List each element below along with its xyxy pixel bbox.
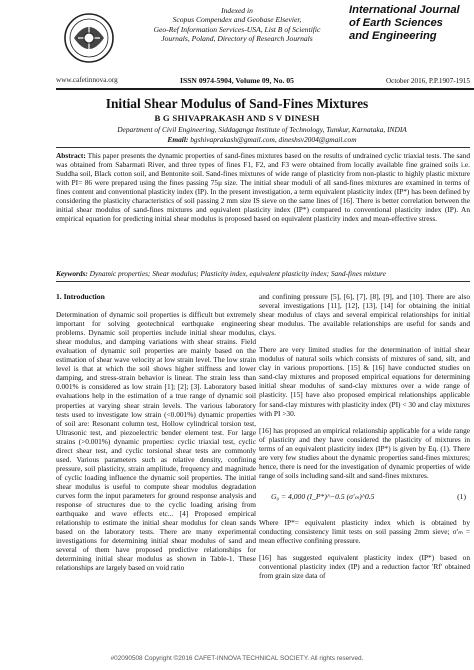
keywords-label: Keywords:	[56, 269, 88, 278]
copyright-footer: #02090508 Copyright ©2016 CAFET-INNOVA TECHNICAL SOCIETY. All rights reserved.	[110, 655, 364, 662]
left-column	[56, 292, 256, 580]
equation: G₀ = 4,000 (I_P*)^−0.5 (σ′ₘ)^0.5	[271, 491, 375, 501]
body-paragraph: [16] has proposed an empirical relationship applicable for a wide range of plasticity and they have considered the plasticity of mixtures in terms of an equivalent plasticity index (IP*) is given by Eq. (1). There are very few studies about the dynamic properties sand-fines mixtures; hence, there is need for the investigation of dynamic properties of wide range of soils including sand-silt and sand-fines mixtures.	[259, 425, 470, 480]
indexing-line: Indexed in	[221, 6, 253, 15]
journal-title-line: of Earth Sciences	[349, 17, 443, 29]
right-column	[259, 292, 470, 588]
keywords-block	[56, 269, 470, 278]
journal-header	[0, 0, 474, 96]
keywords-bottom-divider	[56, 281, 470, 282]
equation-number: (1)	[457, 491, 466, 501]
email-addresses: bgshivaprakash@gmail.com, dineshsv2004@gmail.com	[190, 135, 357, 144]
indexing-line: Geo-Ref Information Services-USA, List B of Scientific	[153, 24, 321, 34]
equation-block	[259, 488, 470, 510]
journal-title-line: and Engineering	[349, 30, 437, 42]
issue-date: October 2016, P.P.1907-1915	[385, 77, 470, 85]
introduction-paragraph: Determination of dynamic soil properties is difficult but extremely important for solving geotechnical earthquake engineering problems. Dynamic soil properties include initial shear modulus, shear modulus, and damping variations with shear strains. Field evaluation of dynamic soil properties are mainly based on the estimation of shear wave velocity at low strain level. The low strain level is that at which the soil shows higher stiffness and lower damping, and stress-strain behavior is linear. The strain less than 0.001% is considered as low strain [1]; [2]; [3]. Laboratory based evaluations help in the estimation of a true range of dynamic soil properties at varying shear strain levels. The various laboratory tests used to investigate low strain (<0.001%) dynamic properties of soil are: Resonant column test, Hollow cylindrical torsion test, Ultrasonic test, and piezoelectric bender element test. For large strains (>0.001%) dynamic properties: cyclic triaxial test, cyclic direct shear test, and cyclic torsional shear tests are commonly used. Various parameters such as relative density, confining pressure, soil plasticity, strain amplitude, frequency and magnitude of cyclic loading influence the dynamic soil properties. The initial shear modulus is useful to compute shear modulus degradation curves form the input parameters for ground response analysis and response of structures due to the cyclic loading arising from earthquake and wave effects etc... [4] Proposed empirical relationship to estimate the initial shear modulus for clean sands based on the laboratory tests. There are many experimental investigations for determining initial shear modulus of sand and several of them have proposed predictive relationships for determining initial shear modulus as shown in Table-1. These relationships are largely based on void ratio	[56, 310, 256, 573]
body-paragraph: There are very limited studies for the determination of initial shear modulus of natural soils which consists of mixtures of sand, silt, and clay in various proportions. [15] & [16] have conducted studies on sand-clay mixtures and proposed empirical equations for determining initial shear modulus of sand-clay mixtures over a wide range of plasticity. [15] have also proposed empirical relationships applicable for sand-clay mixtures with plasticity index (PI) < 30 and clay mixtures with PI >30.	[259, 345, 470, 418]
abstract-text: This paper presents the dynamic properties of sand-fines mixtures based on the results of undrained cyclic triaxial tests. The sand was obtained from Sabarmati River, and three types of fines F1, F2, and F3 were obtained from locally available fine grained soils i.e. Suddha soil, Black cotton soil, and Bentonite soil. Sand-fines mixtures of wide range of plasticity from non-plastic to highly plastic mixture with PI= 86 were prepared using the fines passing 75μ size. The initial shear moduli of all sand-fines mixtures are examined in terms of fines content and conventional plasticity index (IP). In the present investigation, a term equivalent plasticity index (IP*) has been defined by considering the plasticity characteristics of soil passing 2 mm size IS sieve on the same lines of [16]. There is better correlation between the initial shear modulus of sand-fines mixtures and equivalent plasticity index (IP*) compared to conventional plasticity index (IP). An empirical equation for predicting initial shear modulus is proposed based on equivalent plasticity index and mean-effective stress.	[56, 151, 470, 224]
section-heading: 1. Introduction	[56, 292, 105, 301]
abstract-top-divider	[56, 147, 470, 148]
body-paragraph: and confining pressure [5], [6], [7], [8], [9], and [10]. There are also several investigations [11], [12], [13], [14] for obtaining the initial shear modulus of clays and several empirical relationships for initial shear modulus. The available relationships are useful for sands and clays.	[259, 292, 470, 338]
author-affiliation: Department of Civil Engineering, Siddaganga Institute of Technology, Tumkur, Karnataka, INDIA	[117, 125, 407, 134]
journal-title	[349, 4, 469, 43]
issn-line: ISSN 0974-5904, Volume 09, No. 05	[180, 76, 294, 85]
body-paragraph: Where IP*= equivalent plasticity index which is obtained by conducting consistency limit tests on soil passing 2mm sieve; σ′ₘ = mean effective confining pressure.	[259, 517, 470, 545]
article-authors: B G SHIVAPRAKASH AND S V DINESH	[154, 113, 320, 123]
keywords-text: Dynamic properties; Shear modulus; Plasticity index, equivalent plasticity index; Sand-fines mixture	[89, 269, 386, 278]
publisher-url: www.cafetinnova.org	[56, 76, 118, 84]
abstract-block	[56, 151, 470, 223]
article-title: Initial Shear Modulus of Sand-Fines Mixtures	[105, 96, 369, 111]
email-label: Email:	[167, 135, 189, 144]
body-paragraph: [16] has suggested equivalent plasticity index (IP*) based on conventional plasticity index (IP) and a reduction factor 'Rf' obtained from grain size data of	[259, 553, 470, 581]
journal-title-line: International Journal	[349, 4, 460, 16]
header-divider	[56, 88, 474, 90]
abstract-label: Abstract:	[56, 151, 86, 160]
indexing-line: Journals, Poland, Directory of Research Journals	[161, 34, 313, 44]
indexing-line: Scopus Compendex and Geobase Elsevier,	[172, 15, 302, 25]
indexing-info	[130, 6, 344, 44]
author-emails	[56, 135, 468, 144]
journal-logo-icon	[60, 8, 118, 70]
